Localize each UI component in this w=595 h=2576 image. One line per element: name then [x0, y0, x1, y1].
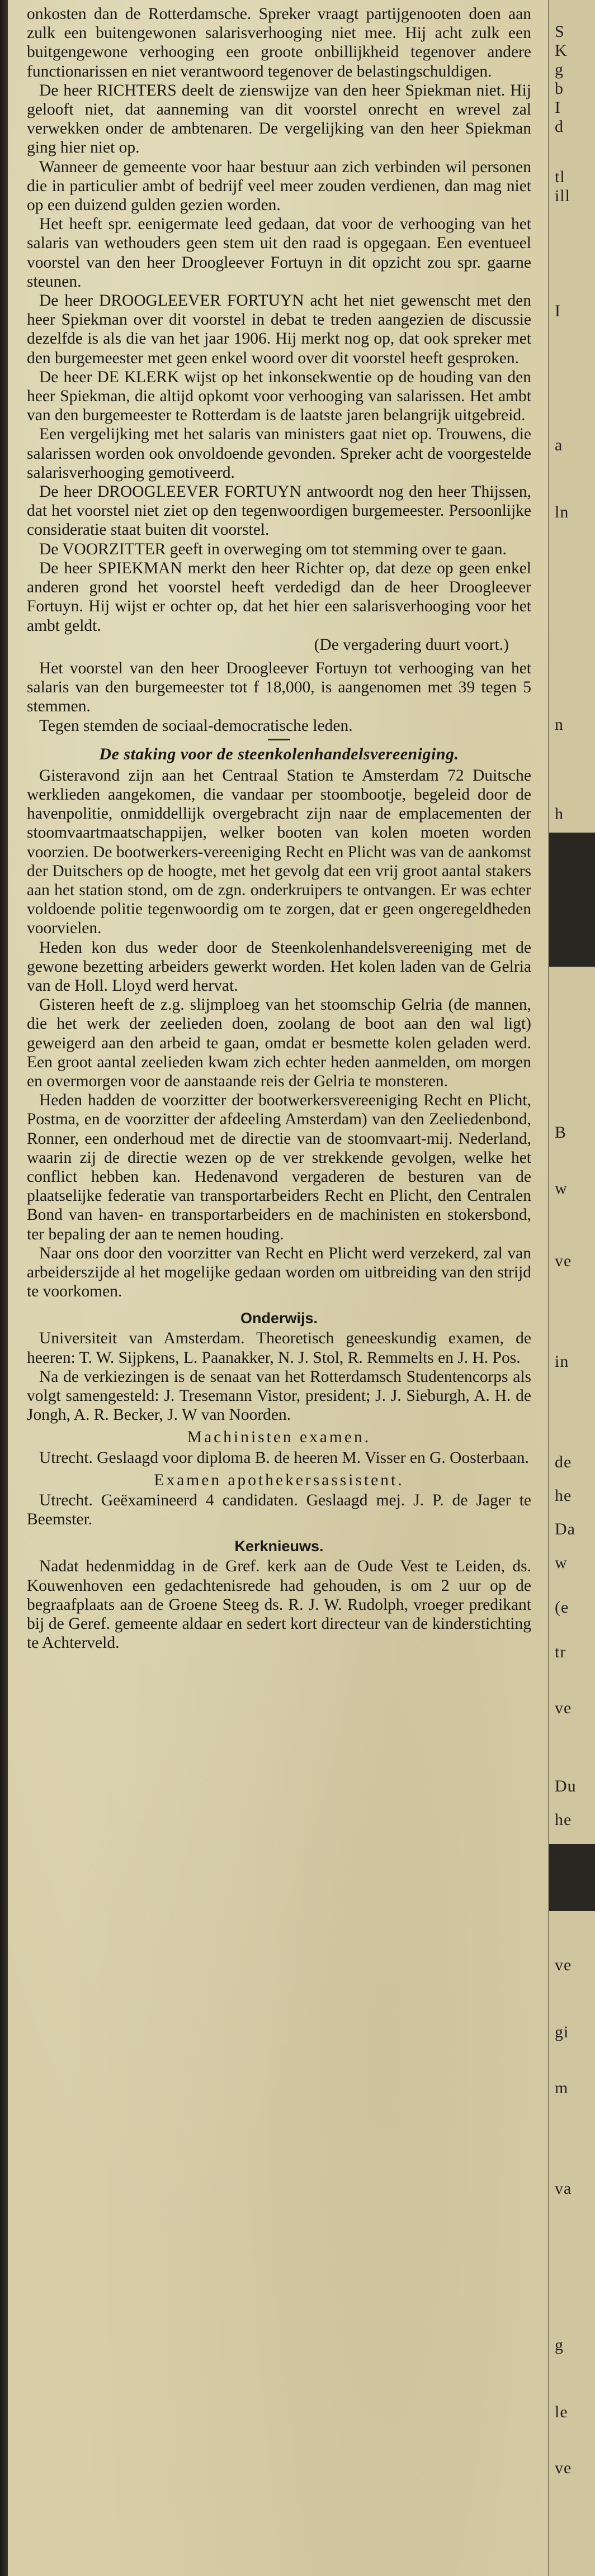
- paragraph: Utrecht. Geslaagd voor diploma B. de heeren M. Visser en G. Oosterbaan.: [39, 1448, 529, 1467]
- scan-edge-left: [0, 0, 8, 2576]
- torn-gap: [549, 1844, 595, 1911]
- neighbor-column-fragment: [548, 0, 595, 2576]
- fragment-text: ve: [555, 2459, 572, 2477]
- fragment-text: h: [555, 805, 564, 823]
- article-title: De staking voor de steenkolenhandelsvereeniging.: [99, 744, 459, 763]
- fragment-text: tl: [555, 168, 565, 186]
- paragraph: De heer DROOGLEEVER FORTUYN antwoordt nog den heer Thijssen, dat het voorstel niet ziet op den tegenwoordigen burgemeester. Persoonlijke consideratie staat buiten dit voorstel.: [27, 483, 531, 539]
- paragraph: Naar ons door den voorzitter van Recht en Plicht werd verzekerd, zal van arbeiderszijde al het mogelijke gedaan worden om uitbreiding van den strijd te voorkomen.: [27, 1244, 531, 1301]
- fragment-text: a: [555, 436, 563, 454]
- section-heading: Kerknieuws.: [234, 1538, 324, 1555]
- torn-gap: [549, 833, 595, 967]
- church-news-section: [27, 1537, 531, 1652]
- fragment-text: g: [555, 60, 564, 79]
- newspaper-clipping: [8, 0, 548, 2576]
- fragment-text: B: [555, 1123, 567, 1142]
- fragment-text: va: [555, 2179, 572, 2198]
- section-heading: Onderwijs.: [240, 1310, 318, 1327]
- fragment-text: ve: [555, 1252, 572, 1270]
- fragment-text: ve: [555, 1956, 572, 1974]
- subheading: Machinisten examen.: [187, 1428, 371, 1447]
- paragraph: Gisteravond zijn aan het Centraal Station te Amsterdam 72 Duitsche werklieden aangekomen, die vandaar per stoombootje, begeleid door de havenpolitie, onmiddellijk overgebracht zijn naar de emplacementen der stoomvaartmaatschappijen, welker booten van kolen moeten worden voorzien. De bootwerkers-vereeniging Recht en Plicht was van de aankomst der Duitschers op de hoogte, met het gevolg dat een vrij groot aantal stakers aan het station stond, om de zgn. onderkruipers te ontvangen. Er was echter voldoende politie tegenwoordig om te zorgen, dat er geen ongeregeldheden voorvielen.: [27, 766, 531, 938]
- fragment-text: K: [555, 41, 568, 60]
- paragraph: De heer SPIEKMAN merkt den heer Richter op, dat deze op geen enkel anderen grond het voorstel heeft verdedigd dan de heer Droogleever Fortuyn. Hij wijst er ochter op, dat het hier een salarisverhooging voor het ambt geldt.: [27, 559, 531, 635]
- strike-article: [27, 745, 531, 1301]
- paragraph: Gisteren heeft de z.g. slijmploeg van het stoomschip Gelria (de mannen, die het werk der zeelieden doen, zoolang de boot aan den wal ligt) geweigerd aan den arbeid te gaan, omdat er besmette kolen geladen werd. Een groot aantal zeelieden kwam zich echter heden aanmelden, om morgen en overmorgen voor de aanstaande reis der Gelria te monsteren.: [27, 996, 531, 1090]
- vote-result: Het voorstel van den heer Droogleever Fortuyn tot verhooging van het salaris van den burgemeester tot f 18,000, is aangenomen met 39 tegen 5 stemmen.: [27, 659, 531, 716]
- subheading: Examen apothekersassistent.: [154, 1471, 404, 1489]
- council-debate-article: [27, 4, 531, 735]
- paragraph: Utrecht. Geëxamineerd 4 candidaten. Geslaagd mej. J. P. de Jager te Beemster.: [27, 1491, 531, 1529]
- fragment-text: le: [555, 2403, 568, 2421]
- fragment-text: Da: [555, 1520, 575, 1538]
- paragraph: De heer DROOGLEEVER FORTUYN acht het niet gewenscht met den heer Spiekman over dit voorstel in debat te treden aangezien de discussie dezelfde is als die van het jaar 1906. Hij merkt nog op, dat ook spreker met den burgemeester met geen enkel woord over dit voorstel heeft gesproken.: [27, 292, 531, 367]
- fragment-text: ve: [555, 1699, 572, 1717]
- fragment-text: Du: [555, 1777, 577, 1795]
- fragment-text: tr: [555, 1643, 566, 1661]
- fragment-text: I: [555, 302, 561, 320]
- fragment-text: S: [555, 22, 565, 41]
- education-section: [27, 1309, 531, 1467]
- divider: [268, 739, 290, 740]
- paragraph: onkosten dan de Rotterdamsche. Spreker vraagt partijgenooten doen aan zulk een buitengewonen salarisverhooging niet mee. Hij acht zulk een buitgengewone verhooging een groote onbillijkheid tegenover andere functionarissen en niet verantwoord tegenover de belastingschuldigen.: [27, 5, 531, 80]
- fragment-text: in: [555, 1352, 569, 1371]
- paragraph: Een vergelijking met het salaris van ministers gaat niet op. Trouwens, die salarissen worden ook onvoldoende gevonden. Spreker acht de voorgestelde salarisverhooging gemotiveerd.: [27, 425, 531, 482]
- adjourn-note: (De vergadering duurt voort.): [314, 635, 509, 654]
- fragment-text: de: [555, 1453, 572, 1471]
- paragraph: Universiteit van Amsterdam. Theoretisch geneeskundig examen, de heeren: T. W. Sijpkens, L. Paanakker, N. J. Stol, R. Remmelts en J. H. Pos.: [27, 1329, 531, 1367]
- fragment-text: I: [555, 98, 561, 117]
- fragment-text: m: [555, 2079, 569, 2097]
- fragment-text: d: [555, 117, 564, 136]
- paragraph: Nadat hedenmiddag in de Gref. kerk aan de Oude Vest te Leiden, ds. Kouwenhoven een gedachtenisrede had gehouden, is om 2 uur op de begraafplaats aan de Groene Steeg ds. R. J. W. Rudolph, vroeger predikant bij de Geref. gemeente aldaar en sedert kort directeur van de kinderstichting te Achterveld.: [27, 1557, 531, 1652]
- paragraph: Heden hadden de voorzitter der bootwerkersvereeniging Recht en Plicht, Postma, en de voorzitter der afdeeling Amsterdam) van den Zeeliedenbond, Ronner, een onderhoud met de directie van de stoomvaart-mij. Nederland, waarin zij de directie wezen op de ver strekkende gevolgen, welke het conflict hebben kan. Hedenavond vergaderen de besturen van de plaatselijke federatie van transportarbeiders Recht en Plicht, den Centralen Bond van haven- en transportarbeiders en de machinisten en stokersbond, ter bepaling der aan te nemen houding.: [27, 1091, 531, 1243]
- fragment-text: w: [555, 1553, 568, 1572]
- fragment-text: g: [555, 2336, 564, 2354]
- fragment-text: b: [555, 79, 564, 98]
- fragment-text: w: [555, 1179, 568, 1197]
- paragraph: Wanneer de gemeente voor haar bestuur aan zich verbinden wil personen die in particulier ambt of bedrijf veel meer zouden verdienen, dan mag niet op een duizend gulden gezien worden.: [27, 158, 531, 215]
- fragment-text: he: [555, 1810, 572, 1829]
- paragraph: Heden kon dus weder door de Steenkolenhandelsvereeniging met de gewone bezetting arbeiders gewerkt worden. Het kolen laden van de Gelria van de Holl. Lloyd werd hervat.: [27, 938, 531, 995]
- vote-result: Tegen stemden de sociaal-democratische leden.: [39, 716, 353, 735]
- fragment-text: ln: [555, 503, 569, 521]
- fragment-text: gi: [555, 2023, 569, 2041]
- paragraph: Na de verkiezingen is de senaat van het Rotterdamsch Studentencorps als volgt samengesteld: J. Tresemann Vistor, president; J. J. Sieburgh, A. H. de Jongh, A. R. Becker, J. W van Noorden.: [27, 1367, 531, 1424]
- pharmacy-exam-section: [27, 1471, 531, 1529]
- fragment-text: ill: [555, 187, 571, 205]
- fragment-text: he: [555, 1486, 572, 1505]
- paragraph: De VOORZITTER geeft in overweging om tot stemming over te gaan.: [39, 540, 507, 558]
- fragment-text: n: [555, 715, 564, 734]
- paragraph: De heer DE KLERK wijst op het inkonsekwentie op de houding van den heer Spiekman, die altijd opkomt voor verhooging van salarissen. Het ambt van den burgemeester te Rotterdam is de laatste jaren belangrijk uitgebreid.: [27, 368, 531, 425]
- paragraph: Het heeft spr. eenigermate leed gedaan, dat voor de verhooging van het salaris van wethouders geen stem uit den raad is opgegaan. Een eventueel voorstel van den heer Droogleever Fortuyn in dit opzicht zou spr. gaarne steunen.: [27, 215, 531, 291]
- fragment-text: (e: [555, 1598, 569, 1617]
- paragraph: De heer RICHTERS deelt de zienswijze van den heer Spiekman niet. Hij gelooft niet, dat aanneming van dit voorstel onrecht en wrevel zal verwekken onder de ambtenaren. De vergelijking van den heer Spiekman ging hier niet op.: [27, 81, 531, 157]
